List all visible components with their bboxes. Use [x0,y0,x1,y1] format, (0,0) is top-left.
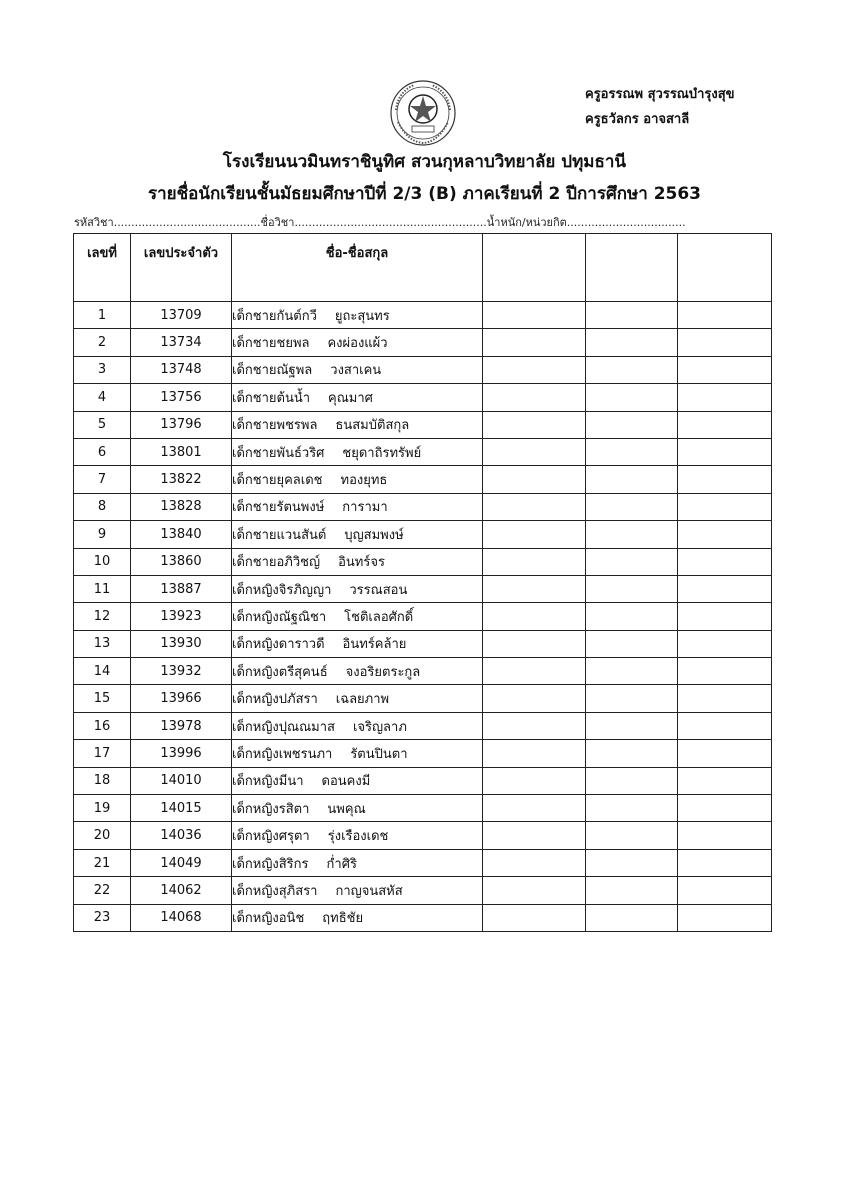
student-number: 22 [74,877,131,904]
student-number: 17 [74,740,131,767]
table-row [74,356,772,383]
student-first-name: เด็กหญิงปภัสรา [232,692,318,708]
blank-cell [586,630,678,657]
table-row [74,658,772,685]
student-last-name: คุณมาศ [328,390,373,406]
student-id: 13756 [131,384,232,411]
student-full-name [232,411,483,438]
student-id: 13734 [131,329,232,356]
student-last-name: ก่ำศิริ [326,856,357,872]
blank-cell [483,438,586,465]
blank-cell [586,329,678,356]
blank-cell [483,712,586,739]
header-full-name: ชื่อ-ชื่อสกุล [232,234,483,302]
student-last-name: วงสาเคน [330,363,382,379]
student-first-name: เด็กชายกันต์กวี [232,308,317,324]
student-first-name: เด็กชายยุคลเดช [232,473,323,489]
blank-cell [678,329,772,356]
student-full-name [232,356,483,383]
table-row [74,548,772,575]
student-first-name: เด็กชายแวนสันต์ [232,527,327,543]
student-id: 13748 [131,356,232,383]
blank-cell [678,521,772,548]
blank-cell [586,411,678,438]
student-last-name: ธนสมบัติสกุล [335,418,410,434]
blank-cell [586,685,678,712]
student-full-name [232,877,483,904]
student-number: 20 [74,822,131,849]
blank-cell [483,521,586,548]
student-id: 13923 [131,603,232,630]
student-full-name [232,384,483,411]
student-number: 6 [74,438,131,465]
student-last-name: ดอนคงมี [321,774,371,790]
student-full-name [232,849,483,876]
student-last-name: นพคุณ [327,801,366,817]
student-last-name: อินทร์คล้าย [342,637,407,653]
school-name: โรงเรียนนวมินทราชินูทิศ สวนกุหลาบวิทยาลัย ปทุมธานี [222,152,627,172]
blank-cell [678,904,772,931]
student-first-name: เด็กหญิงศรุตา [232,829,310,845]
student-roster-table [73,233,772,932]
table-row [74,877,772,904]
student-number: 1 [74,302,131,329]
student-number: 7 [74,466,131,493]
blank-cell [678,384,772,411]
blank-cell [483,466,586,493]
table-row [74,630,772,657]
blank-cell [586,658,678,685]
student-number: 18 [74,767,131,794]
table-row [74,302,772,329]
student-number: 3 [74,356,131,383]
student-first-name: เด็กหญิงเพชรนภา [232,746,333,762]
blank-cell [586,740,678,767]
student-number: 21 [74,849,131,876]
student-full-name [232,712,483,739]
student-full-name [232,904,483,931]
blank-cell [586,356,678,383]
student-first-name: เด็กหญิงสุภิสรา [232,883,318,899]
student-last-name: ฤทธิชัย [322,911,364,927]
student-full-name [232,438,483,465]
student-id: 13840 [131,521,232,548]
student-id: 14036 [131,822,232,849]
blank-cell [483,493,586,520]
student-full-name [232,630,483,657]
student-number: 14 [74,658,131,685]
blank-cell [678,740,772,767]
table-row [74,329,772,356]
student-last-name: กาญจนสหัส [335,883,403,899]
student-last-name: ทองยุทธ [340,473,388,489]
student-id: 14062 [131,877,232,904]
student-id: 13978 [131,712,232,739]
table-row [74,849,772,876]
student-id: 13709 [131,302,232,329]
student-id: 13930 [131,630,232,657]
header-blank-col [483,234,586,302]
table-row [74,904,772,931]
student-number: 13 [74,630,131,657]
blank-cell [483,356,586,383]
roster-body [74,302,772,932]
student-id: 13796 [131,411,232,438]
student-first-name: เด็กหญิงตรีสุคนธ์ [232,664,328,680]
student-first-name: เด็กหญิงอนิช [232,911,305,927]
student-full-name [232,575,483,602]
blank-cell [483,548,586,575]
student-number: 5 [74,411,131,438]
student-id: 13860 [131,548,232,575]
table-row [74,685,772,712]
student-id: 13887 [131,575,232,602]
blank-cell [586,795,678,822]
blank-cell [678,548,772,575]
blank-cell [678,630,772,657]
student-first-name: เด็กชายรัตนพงษ์ [232,500,325,516]
student-first-name: เด็กหญิงรสิตา [232,801,310,817]
table-row [74,493,772,520]
blank-cell [586,521,678,548]
blank-cell [483,767,586,794]
student-full-name [232,767,483,794]
blank-cell [586,493,678,520]
student-first-name: เด็กหญิงจิรภิญญา [232,582,332,598]
student-full-name [232,466,483,493]
table-row [74,438,772,465]
student-full-name [232,685,483,712]
student-full-name [232,658,483,685]
school-seal-icon [386,78,460,148]
blank-cell [483,685,586,712]
student-full-name [232,493,483,520]
table-row [74,521,772,548]
student-first-name: เด็กชายต้นน้ำ [232,390,311,406]
blank-cell [678,767,772,794]
blank-cell [678,356,772,383]
student-id: 13828 [131,493,232,520]
student-number: 9 [74,521,131,548]
blank-cell [678,822,772,849]
student-id: 14068 [131,904,232,931]
student-number: 4 [74,384,131,411]
table-row [74,411,772,438]
blank-cell [678,493,772,520]
student-number: 11 [74,575,131,602]
student-id: 13801 [131,438,232,465]
blank-cell [586,712,678,739]
blank-cell [483,575,586,602]
student-last-name: อินทร์จร [338,555,385,571]
student-first-name: เด็กหญิงปุณณมาส [232,719,335,735]
student-last-name: การามา [342,500,388,516]
blank-cell [483,795,586,822]
student-last-name: เจริญลาภ [352,719,407,735]
blank-cell [678,438,772,465]
header-student-id: เลขประจำตัว [131,234,232,302]
blank-cell [586,603,678,630]
student-first-name: เด็กชายชยพล [232,336,310,352]
student-first-name: เด็กหญิงดาราวดี [232,637,325,653]
blank-cell [586,438,678,465]
student-first-name: เด็กชายณัฐพล [232,363,313,379]
blank-cell [483,877,586,904]
student-first-name: เด็กชายพชรพล [232,418,318,434]
student-full-name [232,548,483,575]
blank-cell [586,302,678,329]
table-row [74,603,772,630]
blank-cell [483,822,586,849]
student-last-name: ยูถะสุนทร [334,308,390,324]
student-id: 14010 [131,767,232,794]
blank-cell [483,740,586,767]
student-first-name: เด็กชายพันธ์วริศ [232,445,325,461]
blank-cell [586,849,678,876]
student-last-name: บุญสมพงษ์ [344,527,404,543]
student-full-name [232,822,483,849]
student-full-name [232,795,483,822]
blank-cell [483,384,586,411]
blank-cell [586,466,678,493]
teacher-2: ครูธวัลกร อาจสาลี [585,112,690,127]
student-last-name: โชติเลอศักดิ์ [344,609,414,625]
table-row [74,466,772,493]
student-first-name: เด็กหญิงสิริกร [232,856,309,872]
blank-cell [678,466,772,493]
blank-cell [678,685,772,712]
blank-cell [483,904,586,931]
blank-cell [678,411,772,438]
student-last-name: ชยุดาถิรทรัพย์ [342,445,422,461]
blank-cell [586,384,678,411]
teacher-names [585,82,735,132]
student-number: 8 [74,493,131,520]
header-blank-col [678,234,772,302]
blank-cell [483,630,586,657]
header-row [74,234,772,302]
student-full-name [232,740,483,767]
blank-cell [678,658,772,685]
student-id: 13932 [131,658,232,685]
student-id: 14049 [131,849,232,876]
blank-cell [586,822,678,849]
student-first-name: เด็กหญิงมีนา [232,774,304,790]
table-row [74,712,772,739]
blank-cell [678,302,772,329]
teacher-1: ครูอรรณพ สุวรรณบำรุงสุข [585,87,735,102]
student-number: 16 [74,712,131,739]
student-last-name: รัตนปินตา [350,746,408,762]
table-row [74,767,772,794]
student-id: 13966 [131,685,232,712]
student-number: 15 [74,685,131,712]
blank-cell [483,658,586,685]
student-number: 2 [74,329,131,356]
student-full-name [232,329,483,356]
blank-cell [483,329,586,356]
blank-cell [586,877,678,904]
table-row [74,384,772,411]
blank-cell [678,877,772,904]
blank-cell [678,712,772,739]
student-first-name: เด็กหญิงณัฐณิชา [232,609,327,625]
table-row [74,575,772,602]
student-last-name: คงผ่องแผ้ว [327,336,388,352]
student-id: 14015 [131,795,232,822]
blank-cell [678,575,772,602]
blank-cell [483,849,586,876]
student-number: 19 [74,795,131,822]
student-last-name: เฉลยภาพ [335,692,390,708]
blank-cell [678,603,772,630]
student-id: 13996 [131,740,232,767]
student-last-name: วรรณสอน [349,582,408,598]
blank-cell [678,795,772,822]
table-row [74,822,772,849]
header-blank-col [586,234,678,302]
table-row [74,740,772,767]
blank-cell [586,904,678,931]
student-number: 10 [74,548,131,575]
blank-cell [586,767,678,794]
student-full-name [232,302,483,329]
student-number: 23 [74,904,131,931]
student-full-name [232,603,483,630]
student-last-name: รุ่งเรืองเดช [327,829,389,845]
table-row [74,795,772,822]
student-full-name [232,521,483,548]
class-subtitle: รายชื่อนักเรียนชั้นมัธยมศึกษาปีที่ 2/3 (B) ภาคเรียนที่ 2 ปีการศึกษา 2563 [147,184,702,204]
blank-cell [483,302,586,329]
blank-cell [586,575,678,602]
student-id: 13822 [131,466,232,493]
blank-cell [483,603,586,630]
header-no: เลขที่ [74,234,131,302]
student-last-name: จงอริยตระกูล [345,664,421,680]
student-first-name: เด็กชายอภิวิชญ์ [232,555,321,571]
blank-cell [678,849,772,876]
subject-fields-line: รหัสวิชา..........................................ชื่อวิชา.......................................................น้ำหนัก/หน่วยกิต.................................. [74,216,686,229]
student-number: 12 [74,603,131,630]
blank-cell [586,548,678,575]
blank-cell [483,411,586,438]
